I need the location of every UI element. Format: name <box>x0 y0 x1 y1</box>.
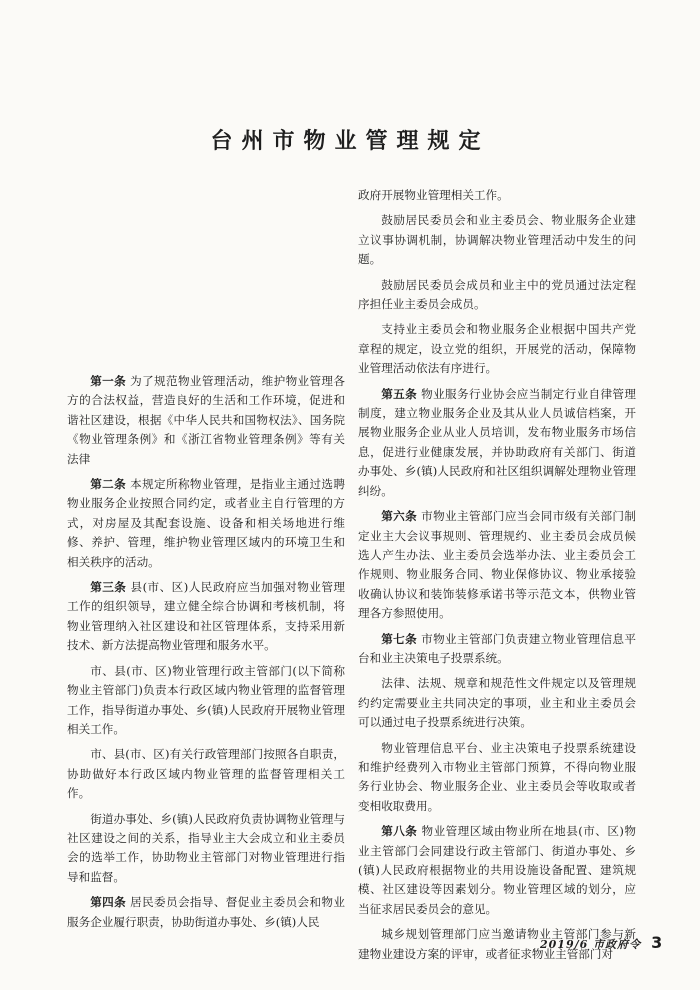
article-number: 第五条 <box>381 386 418 401</box>
article-number: 第二条 <box>90 477 127 492</box>
paragraph <box>358 276 636 315</box>
paragraph <box>358 186 636 205</box>
paragraph-text: 街道办事处、乡(镇)人民政府负责协调物业管理与社区建设之间的关系，指导业主大会成立和业主委员会的选举工作，协助物业主管部门对物业管理进行指导和监督。 <box>67 811 345 884</box>
paragraph-text: 鼓励居民委员会和业主委员会、物业服务企业建立议事协调机制，协调解决物业管理活动中发生的问题。 <box>358 213 636 267</box>
page-number: 3 <box>651 933 664 952</box>
issue-label: 2019/6 市政府令 <box>540 938 642 951</box>
paragraph <box>67 372 345 469</box>
paragraph-text: 居民委员会指导、督促业主委员会和物业服务企业履行职责，协助街道办事处、乡(镇)人民 <box>67 895 345 929</box>
paragraph <box>358 211 636 269</box>
paragraph <box>358 674 636 732</box>
paragraph-text: 为了规范物业管理活动，维护物业管理各方的合法权益，营造良好的生活和工作环境，促进和谐社区建设，根据《中华人民共和国物权法》、国务院《物业管理条例》和《浙江省物业管理条例》等有关法律 <box>67 374 345 466</box>
paragraph-text: 县(市、区)人民政府应当加强对物业管理工作的组织领导，建立健全综合协调和考核机制，将物业管理纳入社区建设和社区管理体系，支持采用新技术、新方法提高物业管理和服务水平。 <box>67 580 345 653</box>
article-number: 第七条 <box>381 631 418 646</box>
paragraph <box>67 810 345 888</box>
paragraph-text: 城乡规划管理部门应当邀请物业主管部门参与新建物业建设方案的评审，或者征求物业主管部门对 <box>358 927 636 961</box>
paragraph-text: 法律、法规、规章和规范性文件规定以及管理规约约定需要业主共同决定的事项，业主和业主委员会可以通过电子投票系统进行决策。 <box>358 676 636 730</box>
left-column <box>67 372 345 938</box>
paragraph <box>67 893 345 932</box>
article-number: 第六条 <box>381 509 418 524</box>
paragraph-text: 市物业主管部门负责建立物业管理信息平台和业主决策电子投票系统。 <box>358 631 636 665</box>
right-column <box>358 186 636 970</box>
paragraph <box>358 320 636 378</box>
paragraph <box>67 745 345 803</box>
paragraph <box>358 385 636 501</box>
paragraph <box>67 475 345 572</box>
paragraph-text: 物业服务行业协会应当制定行业自律管理制度，建立物业服务企业及其从业人员诚信档案，开展物业服务企业从业人员培训，发布物业服务市场信息，促进行业健康发展，并协助政府有关部门、街道办事处、乡(镇)人民政府和社区组织调解处理物业管理纠纷。 <box>358 386 636 498</box>
paragraph <box>67 662 345 740</box>
paragraph-text: 支持业主委员会和物业服务企业根据中国共产党章程的规定，设立党的组织，开展党的活动，保障物业管理活动依法有序进行。 <box>358 322 636 376</box>
article-number: 第三条 <box>90 580 127 595</box>
paragraph <box>358 739 636 817</box>
paragraph <box>358 507 636 623</box>
paragraph-text: 物业管理区域由物业所在地县(市、区)物业主管部门会同建设行政主管部门、街道办事处、乡(镇)人民政府根据物业的共用设施设备配置、建筑规模、社区建设等因素划分。物业管理区域的划分，应当征求居民委员会的意见。 <box>358 824 636 916</box>
paragraph-text: 政府开展物业管理相关工作。 <box>358 188 509 202</box>
paragraph-text: 本规定所称物业管理，是指业主通过选聘物业服务企业按照合同约定，或者业主自行管理的方式，对房屋及其配套设施、设备和相关场地进行维修、养护、管理，维护物业管理区域内的环境卫生和相关秩序的活动。 <box>67 477 345 569</box>
article-number: 第八条 <box>381 824 418 839</box>
page-title: 台州市物业管理规定 <box>210 129 490 154</box>
paragraph-text: 鼓励居民委员会成员和业主中的党员通过法定程序担任业主委员会成员。 <box>358 277 636 312</box>
article-number: 第四条 <box>90 895 127 910</box>
article-number: 第一条 <box>90 374 127 388</box>
paragraph-text: 市物业主管部门应当会同市级有关部门制定业主大会议事规则、管理规约、业主委员会成员候选人产生办法、业主委员会选举办法、业主委员会工作规则、物业服务合同、物业保修协议、物业承接验收确认协议和装饰装修承诺书等示范文本，供物业管理各方参照使用。 <box>358 509 636 621</box>
page-footer <box>540 933 663 952</box>
paragraph <box>358 822 636 919</box>
paragraph-text: 物业管理信息平台、业主决策电子投票系统建设和维护经费列入市物业主管部门预算，不得向物业服务行业协会、物业服务企业、业主委员会等收取或者变相收取费用。 <box>358 740 636 813</box>
paragraph-text: 市、县(市、区)物业管理行政主管部门(以下简称物业主管部门)负责本行政区域内物业管理的监督管理工作，指导街道办事处、乡(镇)人民政府开展物业管理相关工作。 <box>67 663 345 736</box>
paragraph <box>358 630 636 669</box>
paragraph <box>67 578 345 656</box>
paragraph-text: 市、县(市、区)有关行政管理部门按照各自职责，协助做好本行政区域内物业管理的监督管理相关工作。 <box>67 747 345 801</box>
